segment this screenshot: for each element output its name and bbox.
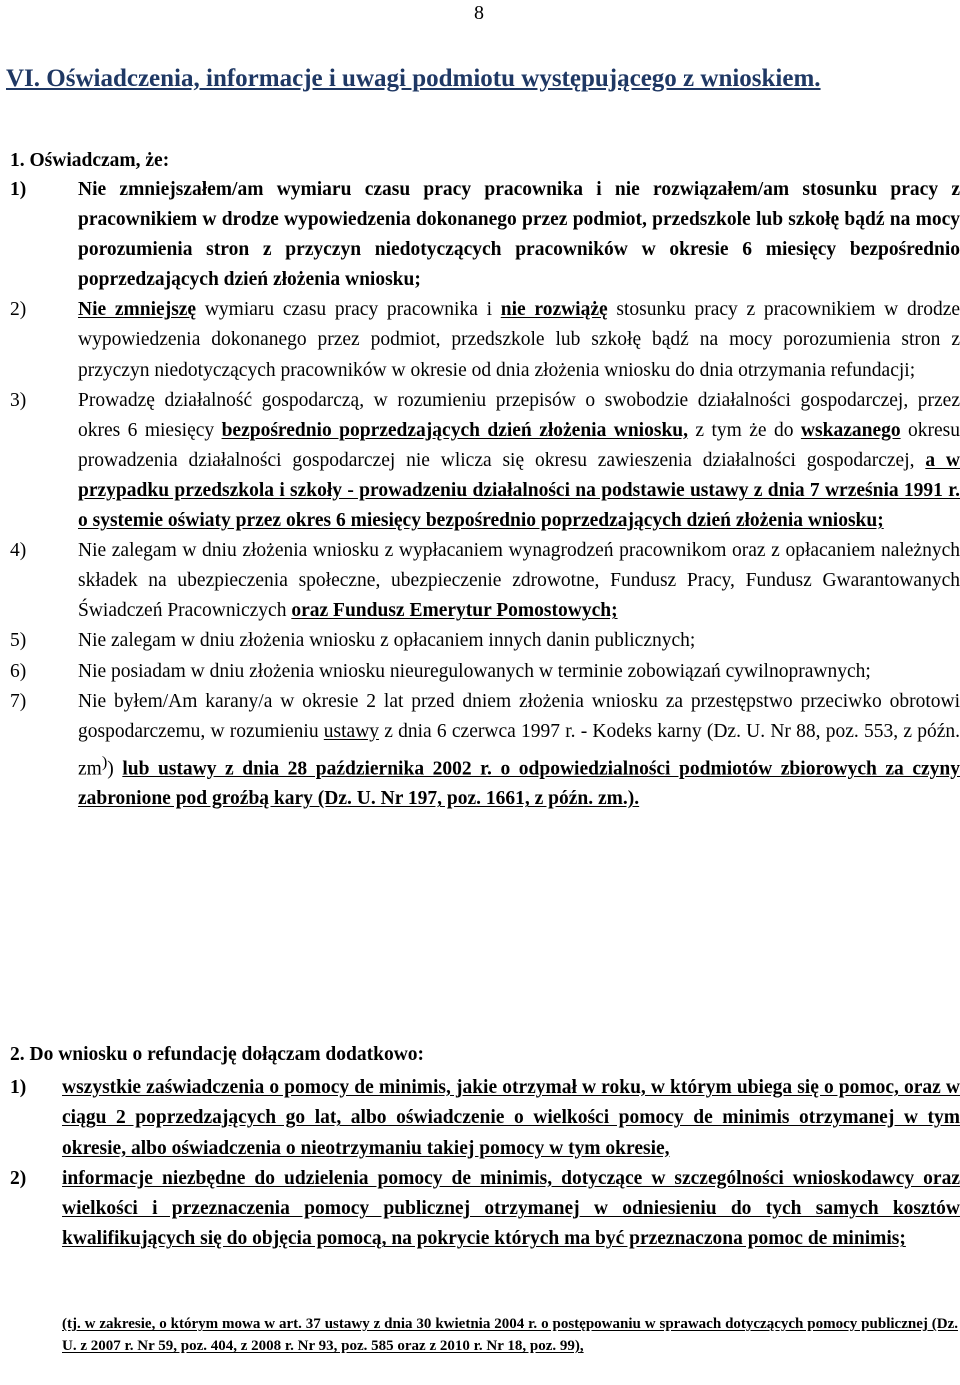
attachment-text: wszystkie zaświadczenia o pomocy de minimis, jakie otrzymał w roku, w którym ubiega się o pomoc, oraz w ciągu 2 poprzedzających go lat, albo oświadczenie o wielkości pomocy de minimis otrzymanej w tym okresie, albo oświadczenia o nieotrzymaniu takiej pomocy w tym okresie, xyxy=(62,1077,960,1159)
legal-footnote: (tj. w zakresie, o którym mowa w art. 37 ustawy z dnia 30 kwietnia 2004 r. o postępowaniu w sprawach dotyczących pomocy publicznej (Dz. U. z 2007 r. Nr 59, poz. 404, z 2008 r. Nr 93, poz. 585 oraz z 2010 r. Nr 18, poz. 99), xyxy=(62,1316,958,1354)
statement-item-5: 5) Nie zalegam w dniu złożenia wniosku z opłacaniem innych danin publicznych; xyxy=(10,626,960,656)
statement-text: Nie posiadam w dniu złożenia wniosku nieuregulowanych w terminie zobowiązań cywilnoprawnych; xyxy=(78,660,871,682)
statement-item-3: 3) Prowadzę działalność gospodarczą, w rozumieniu przepisów o swobodzie działalności gospodarczej, przez okres 6 miesięcy bezpośrednio poprzedzających dzień złożenia wniosku, z tym że do wskazanego okresu prowadzenia działalności gospodarczej nie wlicza się okresu zawieszenia działalności gospodarczej, a w przypadku przedszkola i szkoły - prowadzeniu działalności na podstawie ustawy z dnia 7 września 1991 r. o systemie oświaty przez okres 6 miesięcy bezpośrednio poprzedzających dzień złożenia wniosku; xyxy=(10,386,960,536)
statement-item-4: 4) Nie zalegam w dniu złożenia wniosku z wypłacaniem wynagrodzeń pracownikom oraz z opłacaniem należnych składek na ubezpieczenia społeczne, ubezpieczenie zdrowotne, Fundusz Pracy, Fundusz Gwarantowanych Świadczeń Pracowniczych oraz Fundusz Emerytur Pomostowych; xyxy=(10,536,960,626)
statement-text: Nie zmniejszałem/am wymiaru czasu pracy pracownika i nie rozwiązałem/am stosunku pracy z pracownikiem w drodze wypowiedzenia dokonanego przez podmiot, przedszkole lub szkołę bądź na mocy porozumienia stron z przyczyn niedotyczących pracowników w okresie 6 miesięcy bezpośrednio poprzedzających dzień złożenia wniosku; xyxy=(78,179,960,291)
attachment-item-1: 1) wszystkie zaświadczenia o pomocy de minimis, jakie otrzymał w roku, w którym ubiega się o pomoc, oraz w ciągu 2 poprzedzających go lat, albo oświadczenie o wielkości pomocy de minimis otrzymanej w tym okresie, albo oświadczenia o nieotrzymaniu takiej pomocy w tym okresie, xyxy=(10,1073,960,1164)
statement-text: Nie byłem/Am karany/a w okresie 2 lat przed dniem złożenia wniosku za przestępstwo przeciwko obrotowi gospodarczemu, w rozumieniu ustawy z dnia 6 czerwca 1997 r. - Kodeks karny (Dz. U. Nr 88, poz. 553, z późn. zm)) lub ustawy z dnia 28 października 2002 r. o odpowiedzialności podmiotów zbiorowych za czyny zabronione pod groźbą kary (Dz. U. Nr 197, poz. 1661, z późn. zm.). xyxy=(78,690,960,810)
statement-text: Prowadzę działalność gospodarczą, w rozumieniu przepisów o swobodzie działalności gospodarczej, przez okres 6 miesięcy bezpośrednio poprzedzających dzień złożenia wniosku, z tym że do wskazanego okresu prowadzenia działalności gospodarczej nie wlicza się okresu zawieszenia działalności gospodarczej, a w przypadku przedszkola i szkoły - prowadzeniu działalności na podstawie ustawy z dnia 7 września 1991 r. o systemie oświaty przez okres 6 miesięcy bezpośrednio poprzedzających dzień złożenia wniosku; xyxy=(78,389,960,532)
statement-text: Nie zmniejszę wymiaru czasu pracy pracownika i nie rozwiążę stosunku pracy z pracownikiem w drodze wypowiedzenia dokonanego przez podmiot, przedszkole lub szkołę bądź na mocy porozumienia stron z przyczyn niedotyczących pracowników w okresie od dnia złożenia wniosku do dnia otrzymania refundacji; xyxy=(78,299,960,381)
attachment-text: informacje niezbędne do udzielenia pomocy de minimis, dotyczące w szczególności wnioskodawcy oraz wielkości i przeznaczenia pomocy publicznej otrzymanej w odniesieniu do tych samych kosztów kwalifikujących się do objęcia pomocą, na pokrycie których ma być przeznaczona pomoc de minimis; xyxy=(62,1167,960,1250)
statement-item-6: 6) Nie posiadam w dniu złożenia wniosku nieuregulowanych w terminie zobowiązań cywilnoprawnych; xyxy=(10,657,960,687)
statement-item-7: 7) Nie byłem/Am karany/a w okresie 2 lat przed dniem złożenia wniosku za przestępstwo przeciwko obrotowi gospodarczemu, w rozumieniu ustawy z dnia 6 czerwca 1997 r. - Kodeks karny (Dz. U. Nr 88, poz. 553, z późn. zm)) lub ustawy z dnia 28 października 2002 r. o odpowiedzialności podmiotów zbiorowych za czyny zabronione pod groźbą kary (Dz. U. Nr 197, poz. 1661, z późn. zm.). xyxy=(10,687,960,815)
attachments-title: 2. Do wniosku o refundację dołączam dodatkowo: xyxy=(10,1044,425,1065)
attachment-item-2: 2) informacje niezbędne do udzielenia pomocy de minimis, dotyczące w szczególności wnioskodawcy oraz wielkości i przeznaczenia pomocy publicznej otrzymanej w odniesieniu do tych samych kosztów kwalifikujących się do objęcia pomocą, na pokrycie których ma być przeznaczona pomoc de minimis; xyxy=(10,1164,960,1255)
statement-item-2: 2) Nie zmniejszę wymiaru czasu pracy pracownika i nie rozwiążę stosunku pracy z pracownikiem w drodze wypowiedzenia dokonanego przez podmiot, przedszkole lub szkołę bądź na mocy porozumienia stron z przyczyn niedotyczących pracowników w okresie od dnia złożenia wniosku do dnia otrzymania refundacji; xyxy=(10,295,960,385)
section-heading: VI. Oświadczenia, informacje i uwagi podmiotu występującego z wnioskiem. xyxy=(6,65,821,92)
statement-text: Nie zalegam w dniu złożenia wniosku z opłacaniem innych danin publicznych; xyxy=(78,630,696,652)
statement-title: 1. Oświadczam, że: xyxy=(10,150,170,171)
page-number: 8 xyxy=(474,2,484,24)
attachments-list xyxy=(10,1073,960,1255)
statement-text: Nie zalegam w dniu złożenia wniosku z wypłacaniem wynagrodzeń pracownikom oraz z opłacaniem należnych składek na ubezpieczenia społeczne, ubezpieczenie zdrowotne, Fundusz Pracy, Fundusz Gwarantowanych Świadczeń Pracowniczych oraz Fundusz Emerytur Pomostowych; xyxy=(78,540,960,622)
statement-item-1: 1) Nie zmniejszałem/am wymiaru czasu pracy pracownika i nie rozwiązałem/am stosunku pracy z pracownikiem w drodze wypowiedzenia dokonanego przez podmiot, przedszkole lub szkołę bądź na mocy porozumienia stron z przyczyn niedotyczących pracowników w okresie 6 miesięcy bezpośrednio poprzedzających dzień złożenia wniosku; xyxy=(10,175,960,295)
statement-list xyxy=(10,175,960,814)
